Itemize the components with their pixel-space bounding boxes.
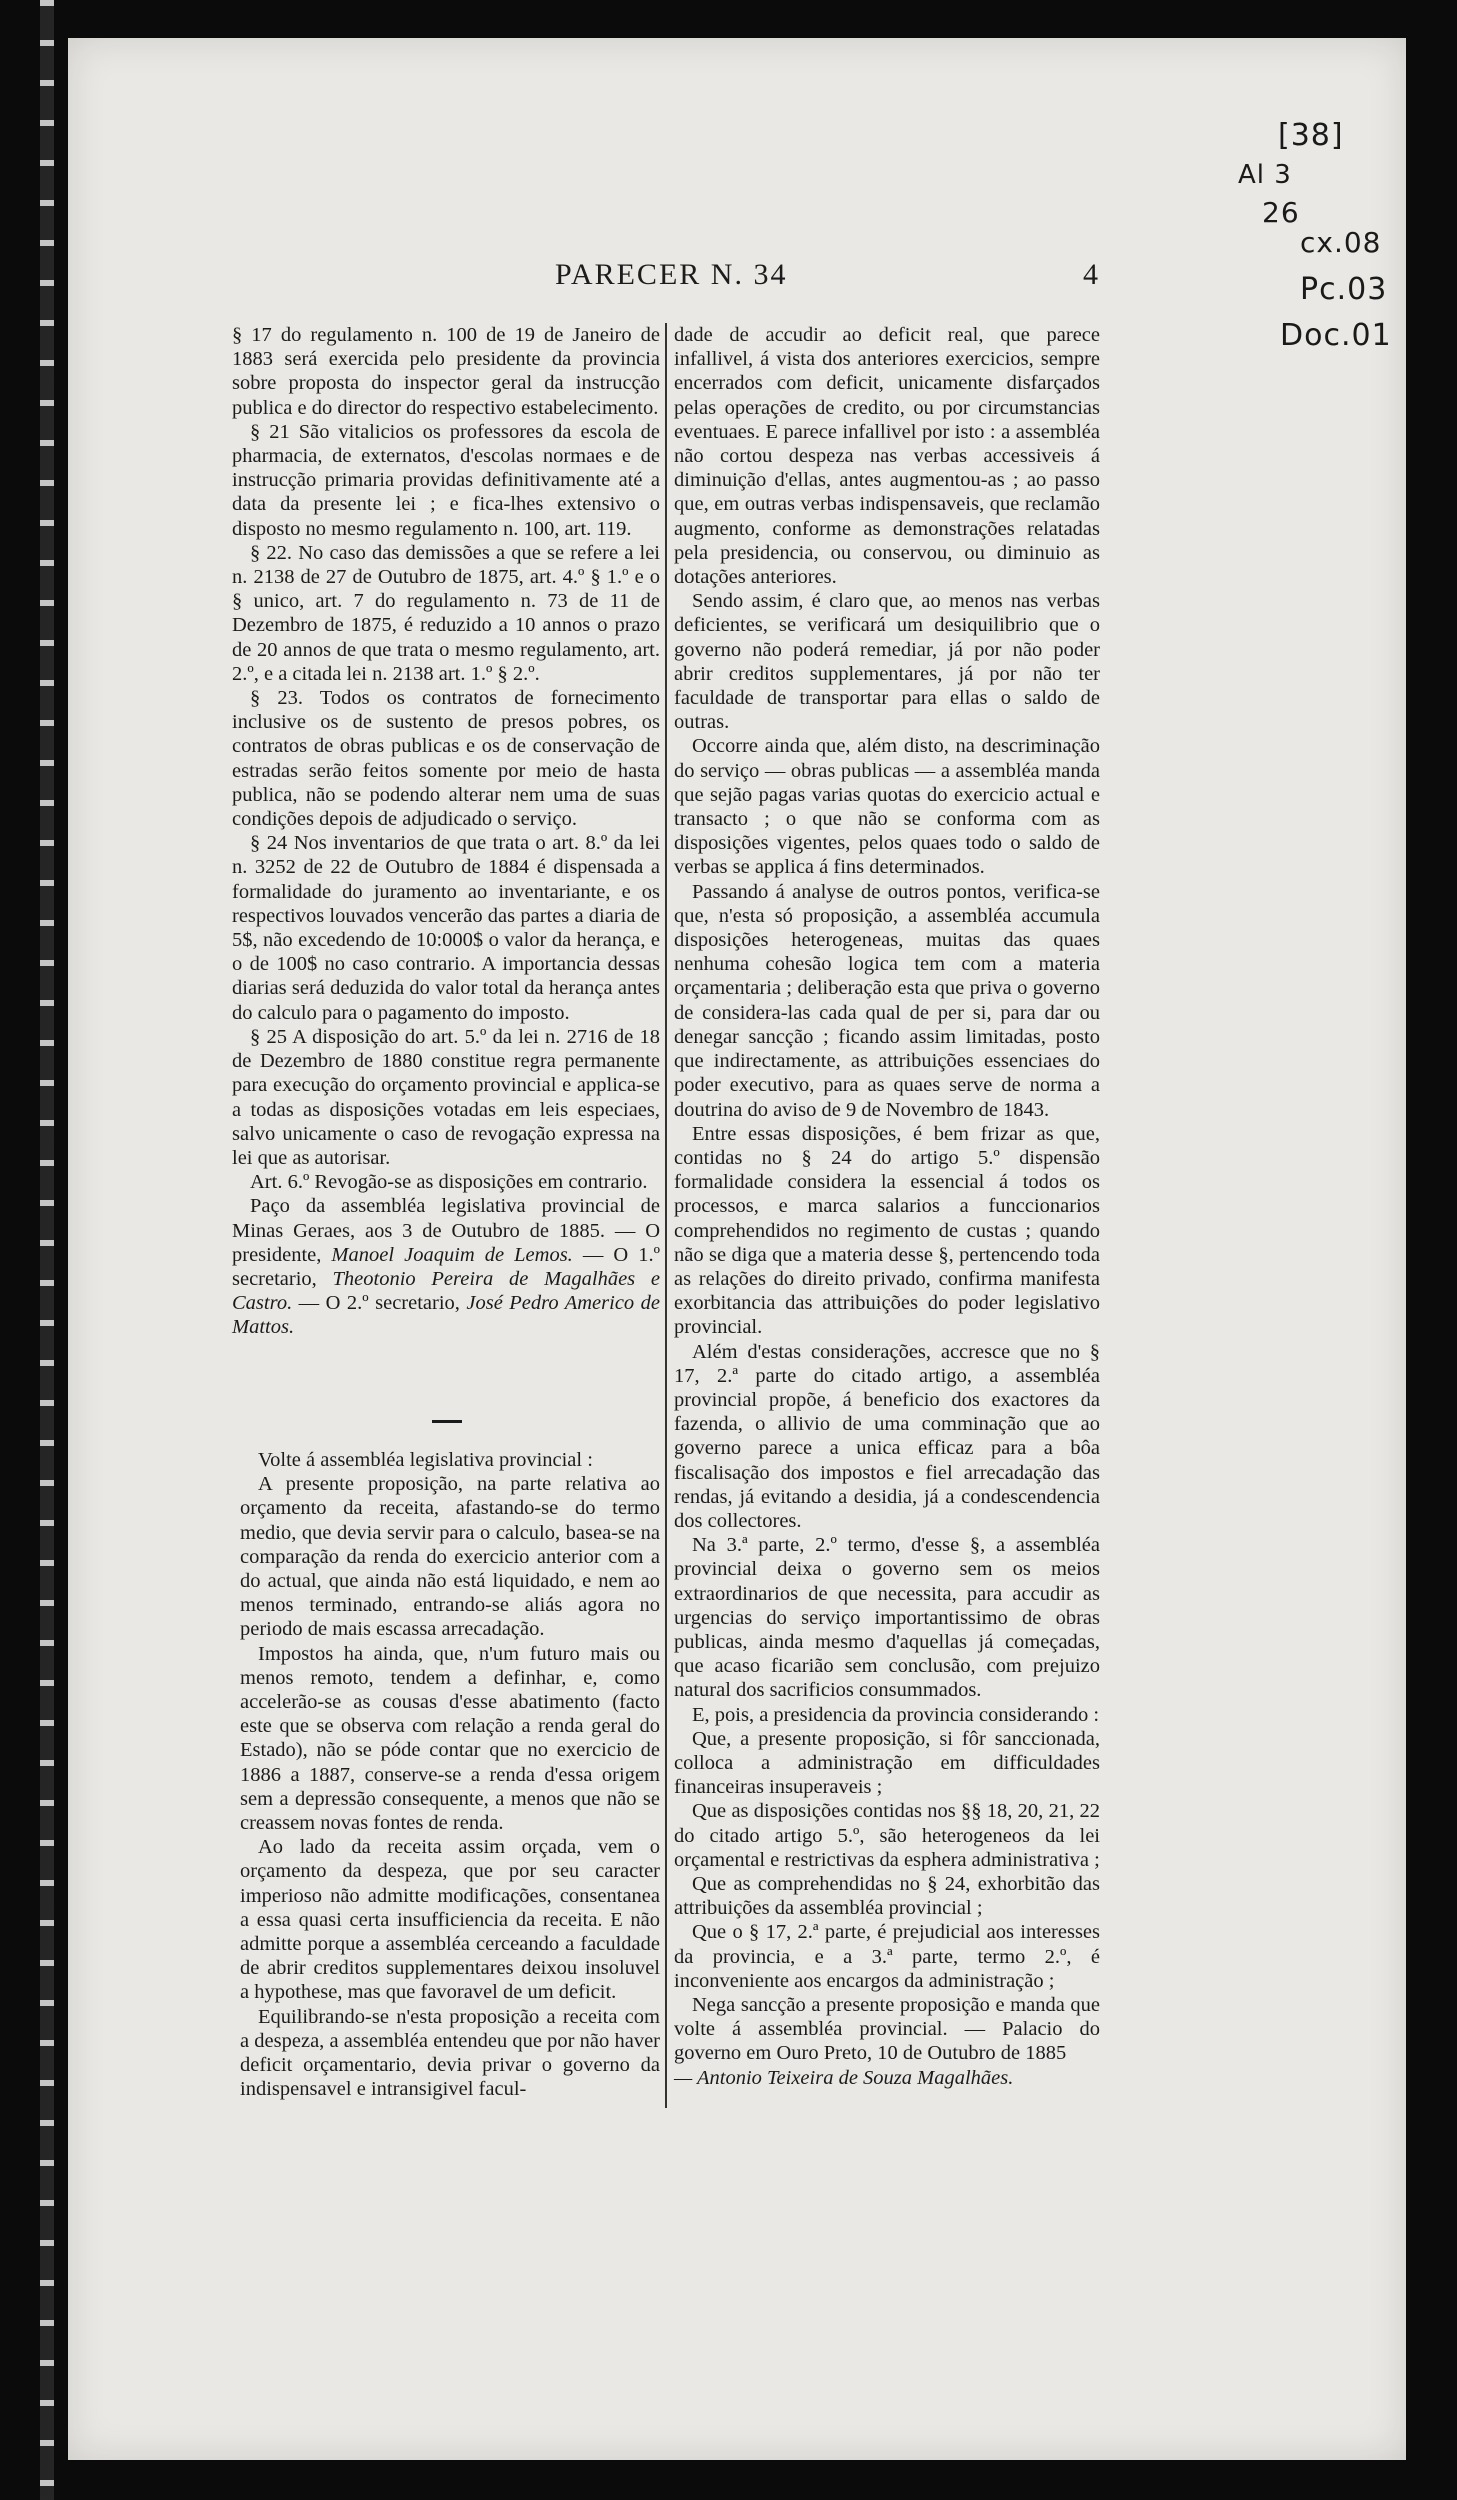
paragraph: A presente proposição, na parte relativa ao orçamento da receita, afastando-se do termo medio, que devia servir para o calculo, basea-se na comparação da renda do exercicio anterior com a do actual, que ainda não está liquidado, e nem ao menos terminado, entrando-se aliás agora no periodo de mais escassa arrecadação. (240, 1473, 660, 1641)
signature-text: Paço da assembléa legislativa provincial de Minas Geraes, aos 3 de Outubro de 1885. — O presidente, (232, 1195, 660, 1266)
column-divider (665, 323, 667, 2108)
archive-mark-6: Doc.01 (1280, 318, 1392, 353)
archive-mark-5: Pc.03 (1300, 272, 1388, 307)
archive-mark-1: [38] (1278, 118, 1344, 153)
paragraph: Entre essas disposições, é bem frizar as que, contidas no § 24 do artigo 5.º dispensão formalidade considera la essencial á todos os processos, e marca salarios a funccionarios comprehendidos no regimento de custas ; quando não se diga que a materia desse §, pertencendo toda as relações do direito privado, confirma manifesta exorbitancia das attribuições do poder legislativo provincial. (674, 1122, 1100, 1339)
second-secretary-name: José Pedro Americo de Mattos. (232, 1292, 660, 1339)
paragraph: Sendo assim, é claro que, ao menos nas verbas deficientes, se verificará um desiquilibrio que o governo não poderá remediar, já por não poder abrir creditos supplementares, já por não ter faculdade de transportar para ellas o saldo de outras. (674, 590, 1100, 734)
paragraph: § 22. No caso das demissões a que se refere a lei n. 2138 de 27 de Outubro de 1875, art. 4.º § 1.º e o § unico, art. 7 do regulamento n. 73 de 11 de Dezembro de 1875, é reduzido a 10 annos o prazo de 20 annos de que trata o mesmo regulamento, art. 2.º, e a citada lei n. 2138 art. 1.º § 2.º. (232, 541, 660, 685)
first-secretary-name: Theotonio Pereira de Magalhães e Castro. (232, 1267, 660, 1315)
archive-mark-4: cx.08 (1300, 226, 1382, 259)
president-name: Manoel Joaquim de Lemos. (331, 1243, 573, 1266)
paragraph: Que as comprehendidas no § 24, exhorbitão das attribuições da assembléa provincial ; (674, 1873, 1100, 1920)
paragraph: § 23. Todos os contratos de fornecimento inclusive os de sustento de presos pobres, os contratos de obras publicas e os de conservação de estradas serão feitos somente por meio de hasta publica, não se podendo alterar nem uma de suas condições depois de adjudicado o serviço. (232, 687, 660, 831)
paragraph: Nega sancção a presente proposição e manda que volte á assembléa provincial. — Palacio do governo em Ouro Preto, 10 de Outubro de 1885 (674, 1994, 1100, 2065)
left-column (232, 323, 660, 1340)
paragraph: E, pois, a presidencia da provincia considerando : (692, 1703, 1100, 1726)
page-number: 4 (1083, 258, 1098, 291)
paragraph: Occorre ainda que, além disto, na descriminação do serviço — obras publicas — a assembléa manda que sejão pagas varias quotas do exercicio actual e transacto ; o que não se conforma com as disposições vigentes, pelos quaes todo o saldo de verbas se applica á fins determinados. (674, 735, 1100, 879)
governor-signature: — Antonio Teixeira de Souza Magalhães. (674, 2066, 1014, 2089)
paragraph: dade de accudir ao deficit real, que parece infallivel, á vista dos anteriores exercicios, sempre encerrados com deficit, unicamente disfarçados pelas operações de credito, ou por circumstancias eventuaes. E parece infallivel por isto : a assembléa não cortou despeza nas verbas accessiveis á diminuição d'ellas, antes augmentou-as ; ao passo que, em outras verbas indispensaveis, que reclamão augmento, conforme as demonstrações relatadas pela presidencia, ou conservou, ou diminuio as dotações anteriores. (674, 324, 1100, 589)
paragraph: Que, a presente proposição, si fôr sanccionada, colloca a administração em difficuldades financeiras insuperaveis ; (674, 1727, 1100, 1799)
paragraph: Volte á assembléa legislativa provincial : (258, 1449, 593, 1471)
paragraph: Equilibrando-se n'esta proposição a receita com a despeza, a assembléa entendeu que por não haver deficit orçamentario, devia privar o governo da indispensavel e intransigivel facul- (240, 2005, 660, 2101)
paragraph: Que o § 17, 2.ª parte, é prejudicial aos interesses da provincia, e a 3.ª parte, termo 2.º, é inconveniente aos encargos da administração ; (674, 1921, 1100, 1992)
paragraph: § 25 A disposição do art. 5.º da lei n. 2716 de 18 de Dezembro de 1880 constitue regra permanente para execução do orçamento provincial e applica-se a todas as disposições votadas em leis especiaes, salvo unicamente o caso de revogação expressa na lei que as autorisar. (232, 1025, 660, 1169)
signature-text: — O 2.º secretario, (292, 1292, 467, 1315)
archive-mark-2: Al 3 (1238, 160, 1292, 190)
paragraph: Impostos ha ainda, que, n'um futuro mais ou menos remoto, tendem a definhar, e, como accelerão-se as cousas d'esse abatimento (facto este que se observa com relação a renda geral do Estado), não se póde contar que no exercicio de 1886 a 1887, conserve-se a renda d'essa origem sem a depressão consequente, a menos que não se creassem novas fontes de renda. (240, 1642, 660, 1835)
right-column (674, 323, 1100, 2090)
paragraph: Ao lado da receita assim orçada, vem o orçamento da despeza, que por seu caracter imperioso não admitte modificações, consentanea a essa quasi certa insufficiencia da receita. E não admitte porque a assembléa cerceando a faculdade de abrir creditos supplementares deixou insoluvel a hypothese, mas que favoravel de um deficit. (240, 1836, 660, 2004)
paragraph: § 17 do regulamento n. 100 de 19 de Janeiro de 1883 será exercida pelo presidente da provincia sobre proposta do inspector geral da instrucção publica e do director do respectivo estabelecimento. (232, 324, 660, 419)
paragraph: § 24 Nos inventarios de que trata o art. 8.º da lei n. 3252 de 22 de Outubro de 1884 é dispensada a formalidade do juramento ao inventariante, e os respectivos louvados vencerão das partes a diaria de 5$, não excedendo de 10:000$ o valor da herança, e o de 100$ no caso contrario. A importancia dessas diarias será deduzida do valor total da herança antes do calculo para o pagamento do imposto. (232, 832, 660, 1024)
paragraph: Art. 6.º Revogão-se as disposições em contrario. (250, 1171, 648, 1194)
signature-paragraph (232, 1194, 660, 1339)
section-separator (432, 1420, 462, 1423)
signature-text: — O 1.º secretario, (232, 1243, 660, 1290)
paragraph: Na 3.ª parte, 2.º termo, d'esse §, a assembléa provincial deixa o governo sem os meios extraordinarios de que necessita, para accudir as urgencias do serviço importantissimo de obras publicas, ainda mesmo d'aquellas já começadas, que acaso ficarião sem conclusão, com prejuizo natural dos sacrificios consummados. (674, 1534, 1100, 1702)
scan-edge-ruler (40, 0, 54, 2500)
paragraph: § 21 São vitalicios os professores da escola de pharmacia, de externatos, d'escolas normaes e de instrucção primaria providas definitivamente até a data da presente lei ; e fica-lhes extensivo o disposto no mesmo regulamento n. 100, art. 119. (232, 420, 660, 540)
left-column-lower (240, 1448, 660, 2101)
paragraph: Além d'estas considerações, accresce que no § 17, 2.ª parte do citado artigo, a assembléa provincial propõe, á beneficio dos exactores da fazenda, o allivio de uma comminação que ao governo parece a unica efficaz para a bôa fiscalisação dos impostos e fiel arrecadação das rendas, já evitando a desidia, já a condescendencia dos collectores. (674, 1340, 1100, 1532)
paragraph: Que as disposições contidas nos §§ 18, 20, 21, 22 do citado artigo 5.º, são heterogeneos da lei orçamental e restrictivas da esphera administrativa ; (674, 1800, 1100, 1871)
paragraph: Passando á analyse de outros pontos, verifica-se que, n'esta só proposição, a assembléa accumula disposições heterogeneas, muitas das quaes nenhuma cohesão logica tem com a materia orçamentaria ; deliberação esta que priva o governo de considera-las cada qual de per si, para dar ou denegar sancção ; ficando assim limitadas, posto que indirectamente, as attribuições essenciaes do poder executivo, para as quaes serve de norma a doutrina do aviso de 9 de Novembro de 1843. (674, 880, 1100, 1121)
closing-signature (674, 2066, 1100, 2090)
page-title: PARECER N. 34 (555, 258, 788, 291)
archive-mark-3: 26 (1262, 196, 1300, 229)
